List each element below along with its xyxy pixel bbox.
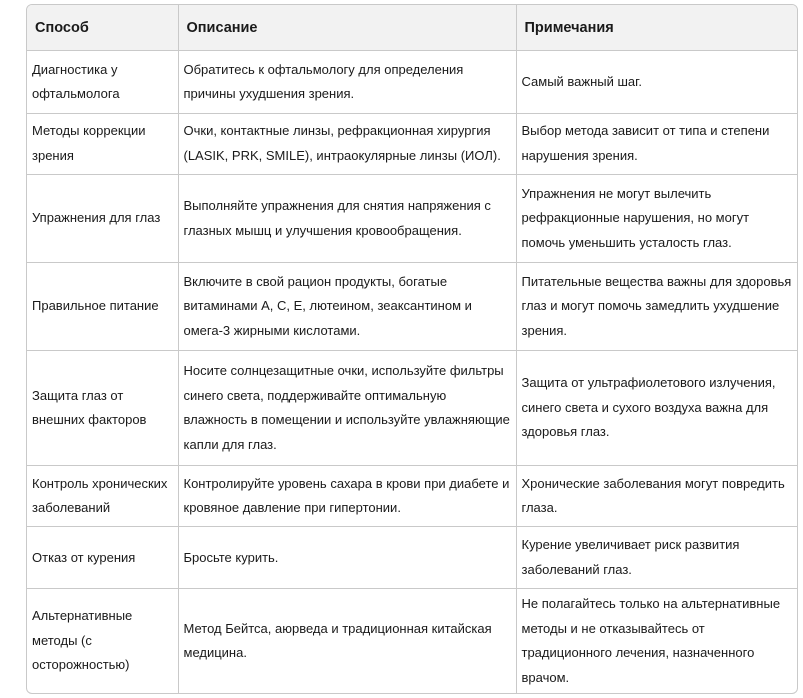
- table-row: [27, 113, 797, 174]
- table-header-row: [27, 5, 797, 51]
- cell-description: Контролируйте уровень сахара в крови при диабете и кровяное давление при гипертонии.: [178, 466, 516, 527]
- cell-description: Бросьте курить.: [178, 527, 516, 589]
- cell-method: Методы коррекции зрения: [27, 113, 178, 174]
- cell-method: Отказ от курения: [27, 527, 178, 589]
- cell-description: Очки, контактные линзы, рефракционная хирургия (LASIK, PRK, SMILE), интраокулярные линзы (ИОЛ).: [178, 113, 516, 174]
- vision-methods-table: [27, 5, 797, 693]
- column-header-method: Способ: [27, 5, 178, 51]
- table-row: [27, 263, 797, 351]
- vision-methods-table-container: [26, 4, 798, 694]
- cell-description: Выполняйте упражнения для снятия напряжения с глазных мышц и улучшения кровообращения.: [178, 174, 516, 263]
- cell-method: Упражнения для глаз: [27, 174, 178, 263]
- cell-method: Правильное питание: [27, 263, 178, 351]
- cell-method: Защита глаз от внешних факторов: [27, 351, 178, 466]
- cell-notes: Защита от ультрафиолетового излучения, синего света и сухого воздуха важна для здоровья глаз.: [516, 351, 797, 466]
- table-row: [27, 527, 797, 589]
- cell-notes: Самый важный шаг.: [516, 51, 797, 113]
- cell-description: Носите солнцезащитные очки, используйте фильтры синего света, поддерживайте оптимальную влажность в помещении и используйте увлажняющие капли для глаз.: [178, 351, 516, 466]
- cell-notes: Курение увеличивает риск развития заболеваний глаз.: [516, 527, 797, 589]
- table-row: [27, 51, 797, 113]
- cell-method: Альтернативные методы (с осторожностью): [27, 589, 178, 693]
- cell-notes: Не полагайтесь только на альтернативные методы и не отказывайтесь от традиционного лечения, назначенного врачом.: [516, 589, 797, 693]
- cell-notes: Питательные вещества важны для здоровья глаз и могут помочь замедлить ухудшение зрения.: [516, 263, 797, 351]
- cell-description: Включите в свой рацион продукты, богатые витаминами A, C, E, лютеином, зеаксантином и омега-3 жирными кислотами.: [178, 263, 516, 351]
- cell-notes: Хронические заболевания могут повредить глаза.: [516, 466, 797, 527]
- table-row: [27, 466, 797, 527]
- table-row: [27, 589, 797, 693]
- table-row: [27, 174, 797, 263]
- cell-description: Метод Бейтса, аюрведа и традиционная китайская медицина.: [178, 589, 516, 693]
- cell-method: Контроль хронических заболеваний: [27, 466, 178, 527]
- column-header-description: Описание: [178, 5, 516, 51]
- cell-notes: Упражнения не могут вылечить рефракционные нарушения, но могут помочь уменьшить усталость глаз.: [516, 174, 797, 263]
- cell-notes: Выбор метода зависит от типа и степени нарушения зрения.: [516, 113, 797, 174]
- table-row: [27, 351, 797, 466]
- cell-method: Диагностика у офтальмолога: [27, 51, 178, 113]
- column-header-notes: Примечания: [516, 5, 797, 51]
- cell-description: Обратитесь к офтальмологу для определения причины ухудшения зрения.: [178, 51, 516, 113]
